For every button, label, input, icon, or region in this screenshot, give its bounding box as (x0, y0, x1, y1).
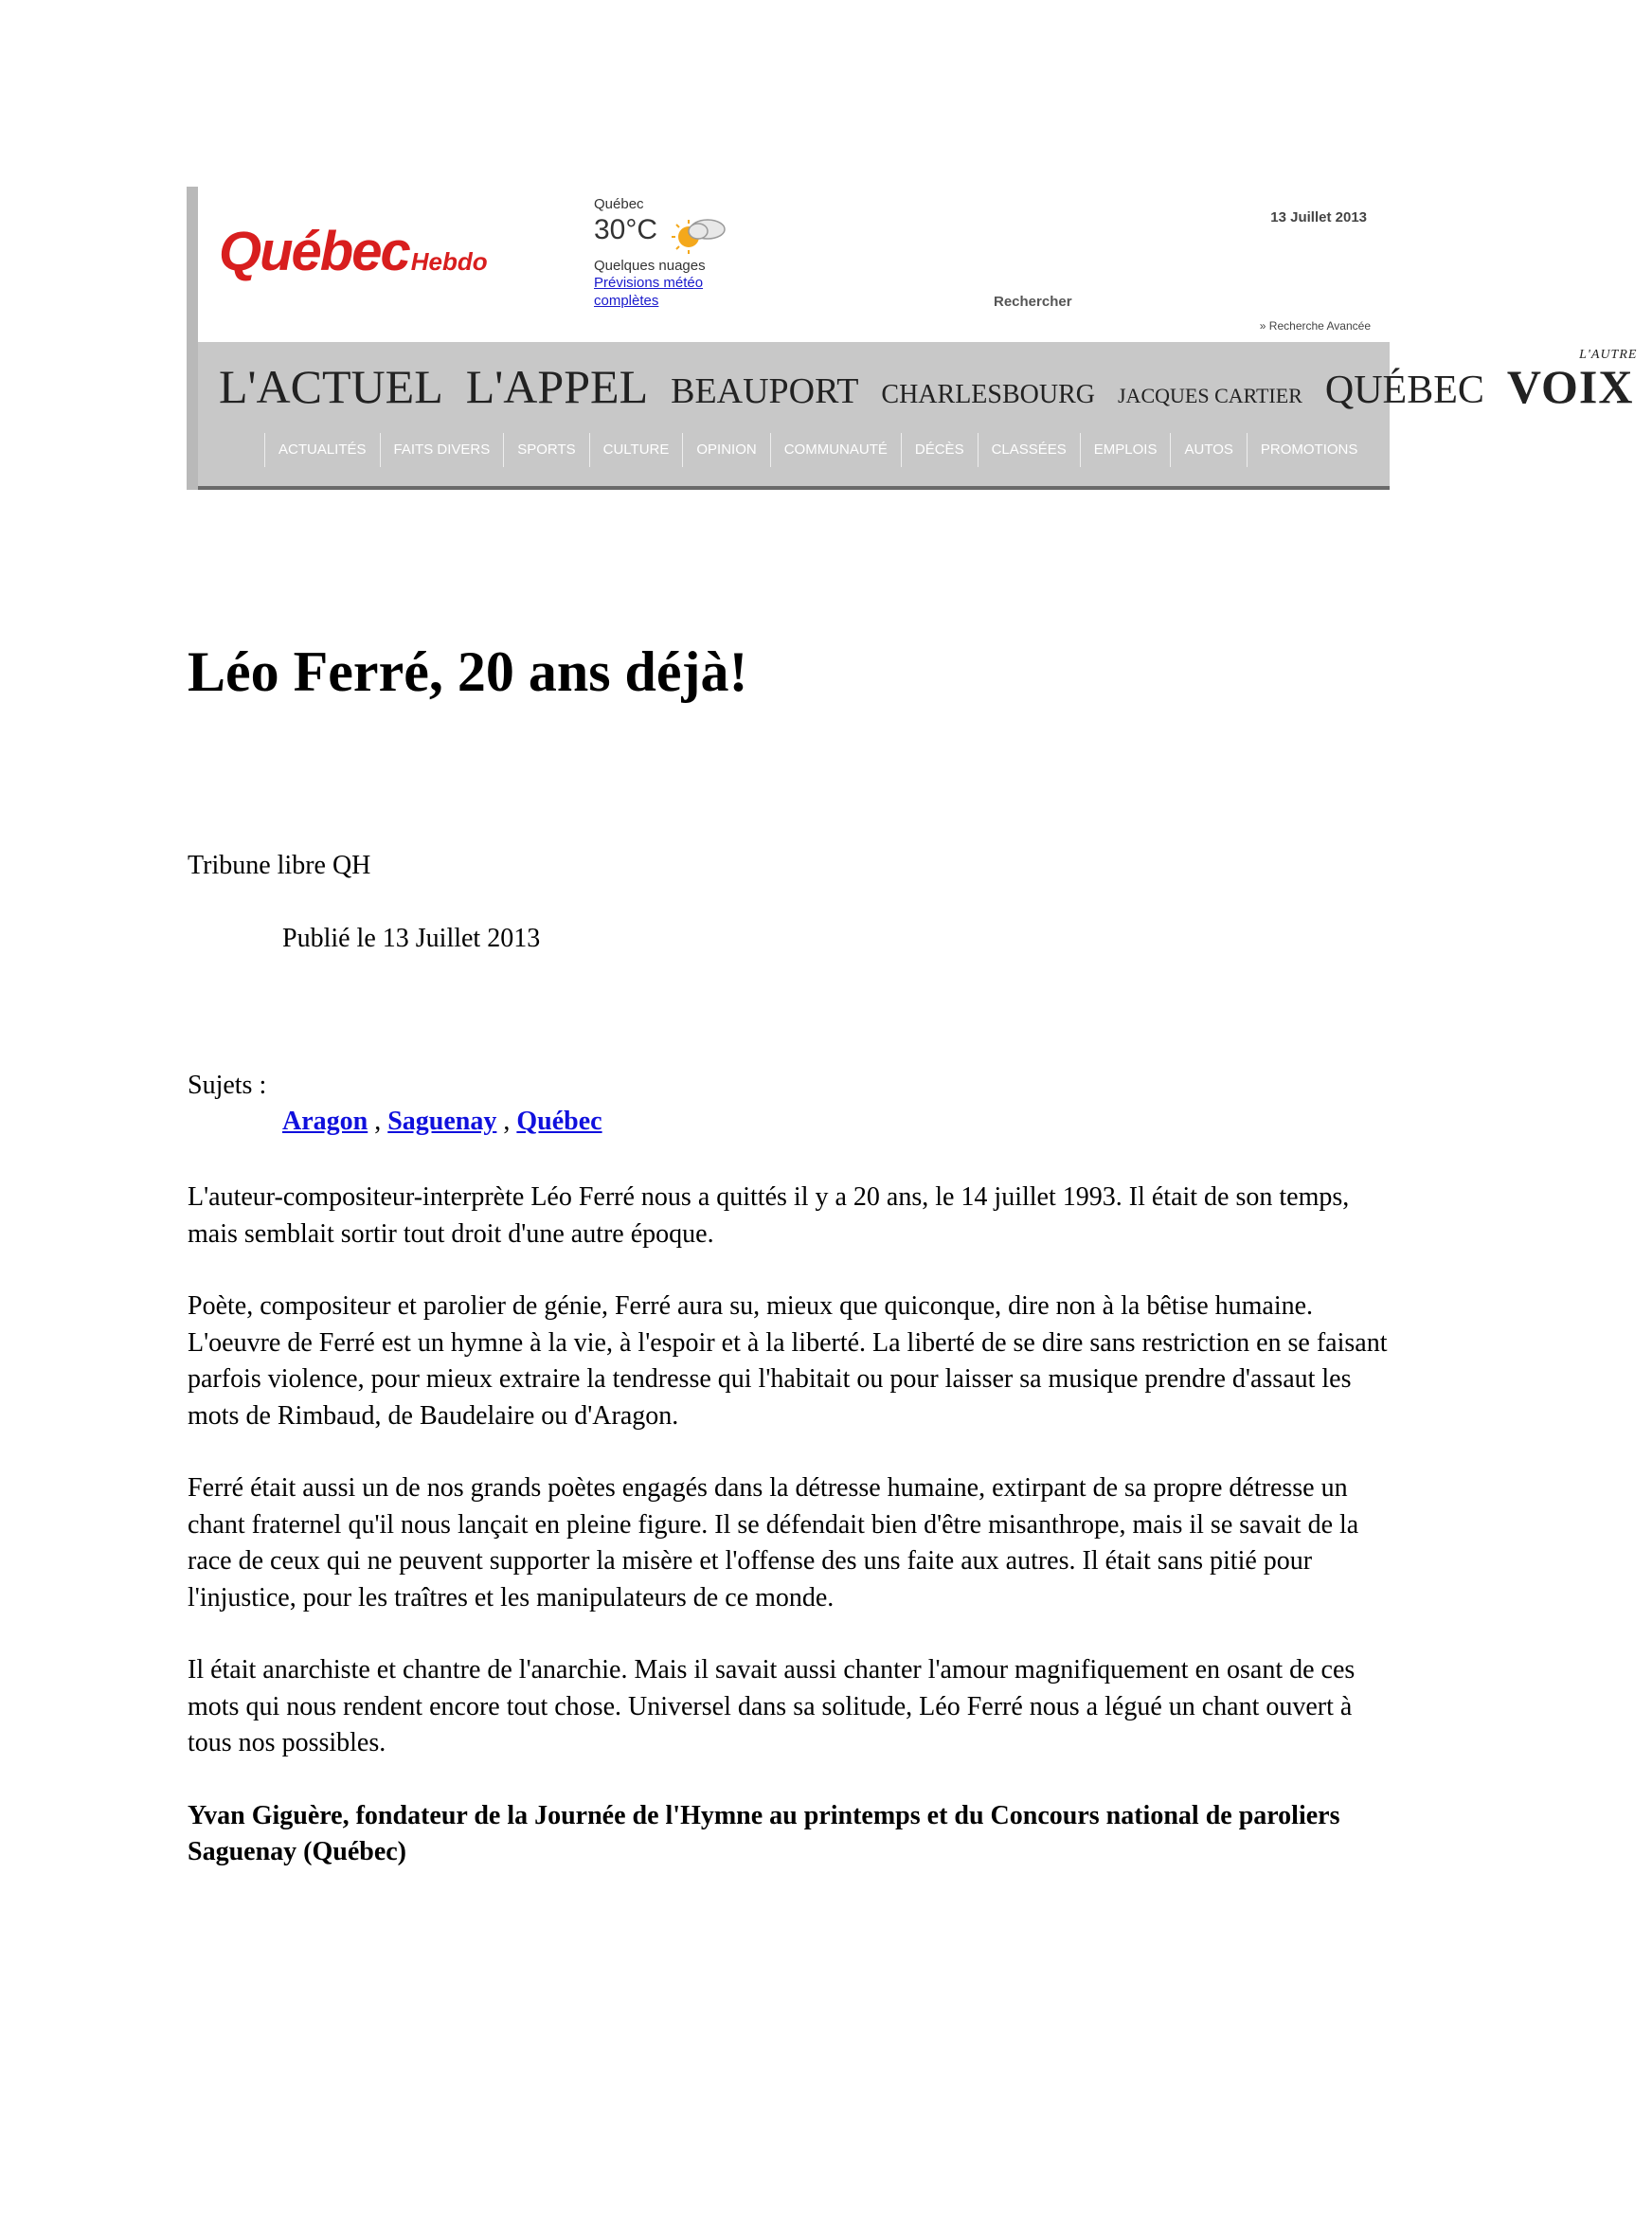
topic-separator: , (503, 1107, 511, 1136)
paper-beauport[interactable]: BEAUPORT (671, 371, 859, 411)
topics-list (282, 1107, 602, 1137)
sun-cloud-icon (668, 212, 728, 256)
article-title: Léo Ferré, 20 ans déjà! (188, 640, 748, 703)
nav-communaute[interactable]: COMMUNAUTÉ (770, 433, 901, 467)
logo-main: Québec (219, 221, 409, 282)
weather-temperature: 30°C (594, 214, 658, 245)
article-published-date: Publié le 13 Juillet 2013 (282, 924, 541, 953)
weather-description: Quelques nuages (594, 258, 706, 274)
paper-voix-name: VOIX (1506, 360, 1634, 413)
nav-classees[interactable]: CLASSÉES (978, 433, 1080, 467)
article-paragraph: L'auteur-compositeur-interprète Léo Ferré nous a quittés il y a 20 ans, le 14 juillet 1993. Il était de son temps, mais semblait sortir tout droit d'une autre époque. (188, 1182, 1350, 1249)
header-date: 13 Juillet 2013 (1270, 209, 1367, 225)
nav-deces[interactable]: DÉCÈS (901, 433, 978, 467)
article-signature: Yvan Giguère, fondateur de la Journée de l'Hymne au printemps et du Concours national de paroliers Saguenay (Québec) (188, 1800, 1340, 1866)
network-band (198, 342, 1638, 490)
paper-logos (219, 348, 1638, 416)
weather-temp-row (594, 212, 717, 256)
nav-faits-divers[interactable]: FAITS DIVERS (380, 433, 504, 467)
paper-charlesbourg[interactable]: CHARLESBOURG (881, 380, 1095, 409)
weather-forecast-link[interactable]: Prévisions météo complètes (594, 275, 704, 309)
paper-lautre-voix[interactable] (1506, 348, 1638, 414)
topic-link-aragon[interactable]: Aragon (282, 1107, 368, 1136)
nav-emplois[interactable]: EMPLOIS (1080, 433, 1171, 467)
band-divider (198, 486, 1390, 490)
article-paragraph: Ferré était aussi un de nos grands poètes engagés dans la détresse humaine, extirpant de sa propre détresse un chant fraternel qu'il nous lançait en pleine figure. Il se défendait bien d'être misanthrope, mais il se savait de la race de ceux qui ne peuvent supporter la misère et l'offense des uns faite aux autres. Il était sans pitié pour l'injustice, pour les traîtres et les manipulateurs de ce monde. (188, 1473, 1359, 1612)
nav-actualites[interactable]: ACTUALITÉS (264, 433, 380, 467)
article-paragraph: Il était anarchiste et chantre de l'anarchie. Mais il savait aussi chanter l'amour magnifiquement en osant de ces mots qui nous rendent encore tout chose. Universel dans sa solitude, Léo Ferré nous a légué un chant ouvert à tous nos possibles. (188, 1655, 1356, 1757)
paper-lappel[interactable]: L'APPEL (465, 360, 649, 413)
advanced-search-link[interactable]: » Recherche Avancée (1259, 319, 1371, 333)
nav-promotions[interactable]: PROMOTIONS (1247, 433, 1372, 467)
nav-culture[interactable]: CULTURE (589, 433, 683, 467)
article-paragraph: Poète, compositeur et parolier de génie, Ferré aura su, mieux que quiconque, dire non à la bêtise humaine. L'oeuvre de Ferré est un hymne à la vie, à l'espoir et à la liberté. La liberté de se dire sans restriction en se faisant parfois violence, pour mieux extraire la tendresse qui l'habitait ou pour laisser sa musique prendre d'assaut les mots de Rimbaud, de Baudelaire ou d'Aragon. (188, 1291, 1388, 1431)
nav-opinion[interactable]: OPINION (682, 433, 769, 467)
weather-widget (594, 196, 717, 310)
search-label[interactable]: Rechercher (994, 294, 1072, 310)
main-nav (264, 433, 1371, 467)
header-top (198, 187, 1390, 338)
paper-voix-prefix: L'AUTRE (1579, 348, 1638, 362)
nav-autos[interactable]: AUTOS (1170, 433, 1246, 467)
paper-lactuel[interactable]: L'ACTUEL (219, 360, 443, 413)
weather-city: Québec (594, 196, 644, 212)
nav-sports[interactable]: SPORTS (503, 433, 588, 467)
topic-link-quebec[interactable]: Québec (516, 1107, 602, 1136)
topic-separator: , (374, 1107, 382, 1136)
article-section: Tribune libre QH (188, 851, 371, 880)
paper-jacques-cartier[interactable]: JACQUES CARTIER (1118, 384, 1302, 407)
article-body (188, 1180, 1391, 1907)
logo-sub: Hebdo (410, 247, 488, 276)
topics-label: Sujets : (188, 1071, 267, 1100)
site-logo[interactable] (219, 221, 488, 282)
site-header (187, 187, 1638, 490)
topic-link-saguenay[interactable]: Saguenay (387, 1107, 497, 1136)
paper-quebec[interactable]: QUÉBEC (1324, 369, 1484, 412)
